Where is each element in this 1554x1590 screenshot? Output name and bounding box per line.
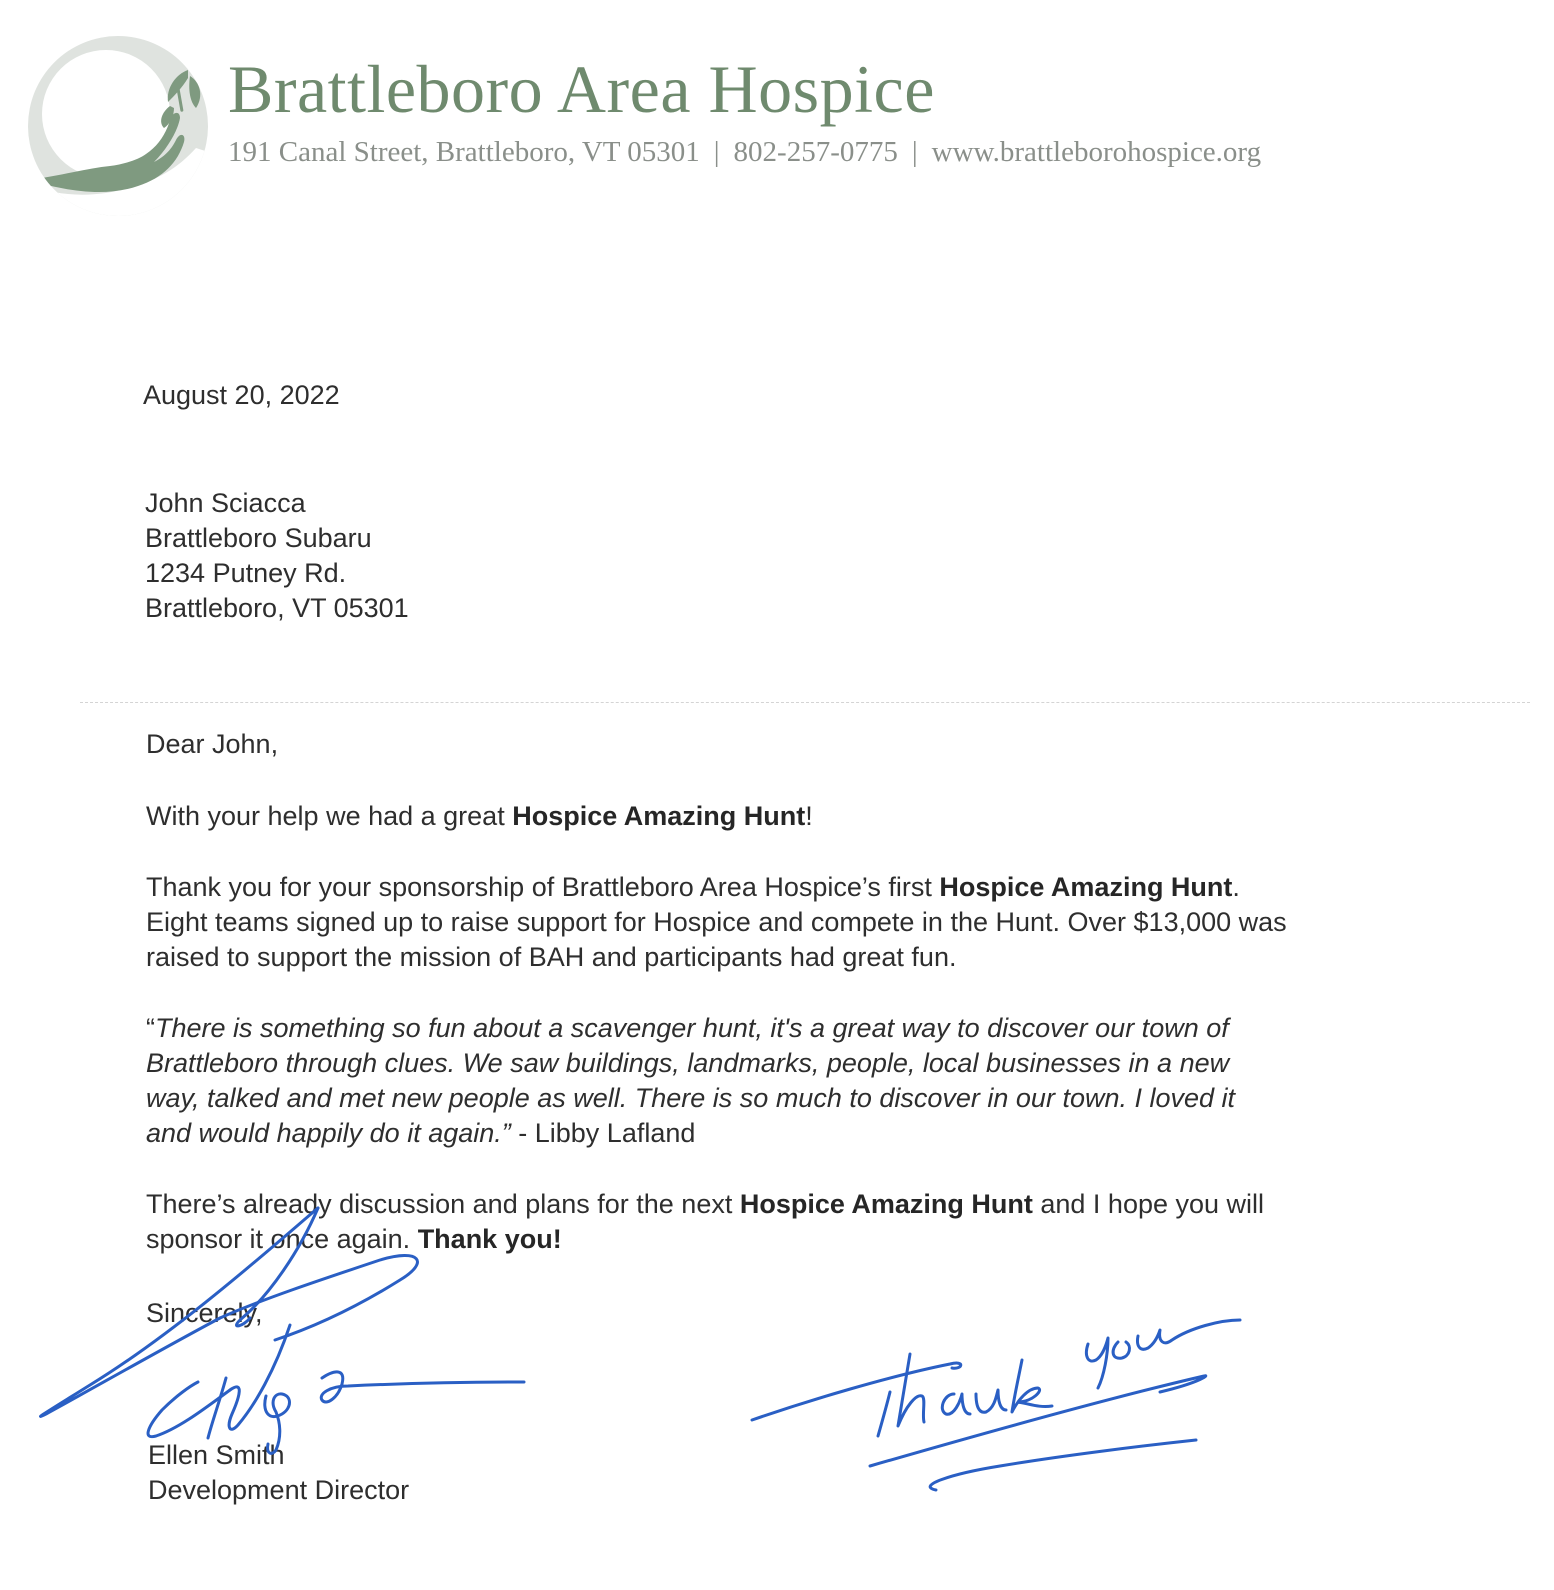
- signer-title: Development Director: [148, 1475, 410, 1505]
- event-name: Hospice Amazing Hunt: [739, 1189, 1033, 1219]
- paragraph-4: There’s already discussion and plans for the next Hospice Amazing Hunt and I hope you will sponsor it once again. Thank you!: [146, 1189, 1265, 1254]
- recipient-street: 1234 Putney Rd.: [145, 558, 347, 588]
- recipient-city: Brattleboro, VT 05301: [145, 593, 409, 623]
- separator: |: [911, 136, 918, 168]
- org-website-link[interactable]: www.brattleborohospice.org: [931, 136, 1262, 168]
- letter-date: August 20, 2022: [143, 380, 340, 410]
- testimonial-quote: “There is something so fun about a scavenger hunt, it's a great way to discover our town of Brattleboro through clues. We saw buildings, landmarks, people, local businesses in a new way, talked and met new people as well. There is so much to discover in our town. I loved it and would happily do it again.” - Libby Lafland: [146, 1013, 1236, 1148]
- org-phone: 802-257-0775: [733, 136, 898, 168]
- event-name: Hospice Amazing Hunt: [512, 801, 806, 831]
- closing: Sincerely,: [146, 1298, 263, 1328]
- paragraph-2: Thank you for your sponsorship of Brattleboro Area Hospice’s first Hospice Amazing Hunt. Eight teams signed up to raise support for Hospice and compete in the Hunt. Over $13,000 was raised to support the mission of BAH and participants had great fun.: [146, 872, 1287, 972]
- quote-attribution: - Libby Lafland: [510, 1118, 696, 1148]
- signer-name: Ellen Smith: [148, 1440, 285, 1470]
- org-name: Brattleboro Area Hospice: [228, 51, 935, 127]
- scan-artifact-line: [80, 702, 1530, 703]
- handwritten-thank-you-note: [740, 1290, 1260, 1510]
- greeting: Dear John,: [146, 729, 279, 759]
- butterfly-hand-icon: [18, 30, 218, 222]
- org-address: 191 Canal Street, Brattleboro, VT 05301: [228, 136, 700, 168]
- recipient-address: [145, 486, 409, 626]
- separator: |: [713, 136, 720, 168]
- event-name: Hospice Amazing Hunt: [939, 872, 1233, 902]
- thank-you-emphasis: Thank you!: [417, 1224, 562, 1254]
- org-contact-line: [228, 136, 1261, 169]
- signer-block: [148, 1438, 409, 1508]
- paragraph-1: With your help we had a great Hospice Amazing Hunt!: [146, 801, 813, 831]
- recipient-company: Brattleboro Subaru: [145, 523, 372, 553]
- recipient-name: John Sciacca: [145, 488, 306, 518]
